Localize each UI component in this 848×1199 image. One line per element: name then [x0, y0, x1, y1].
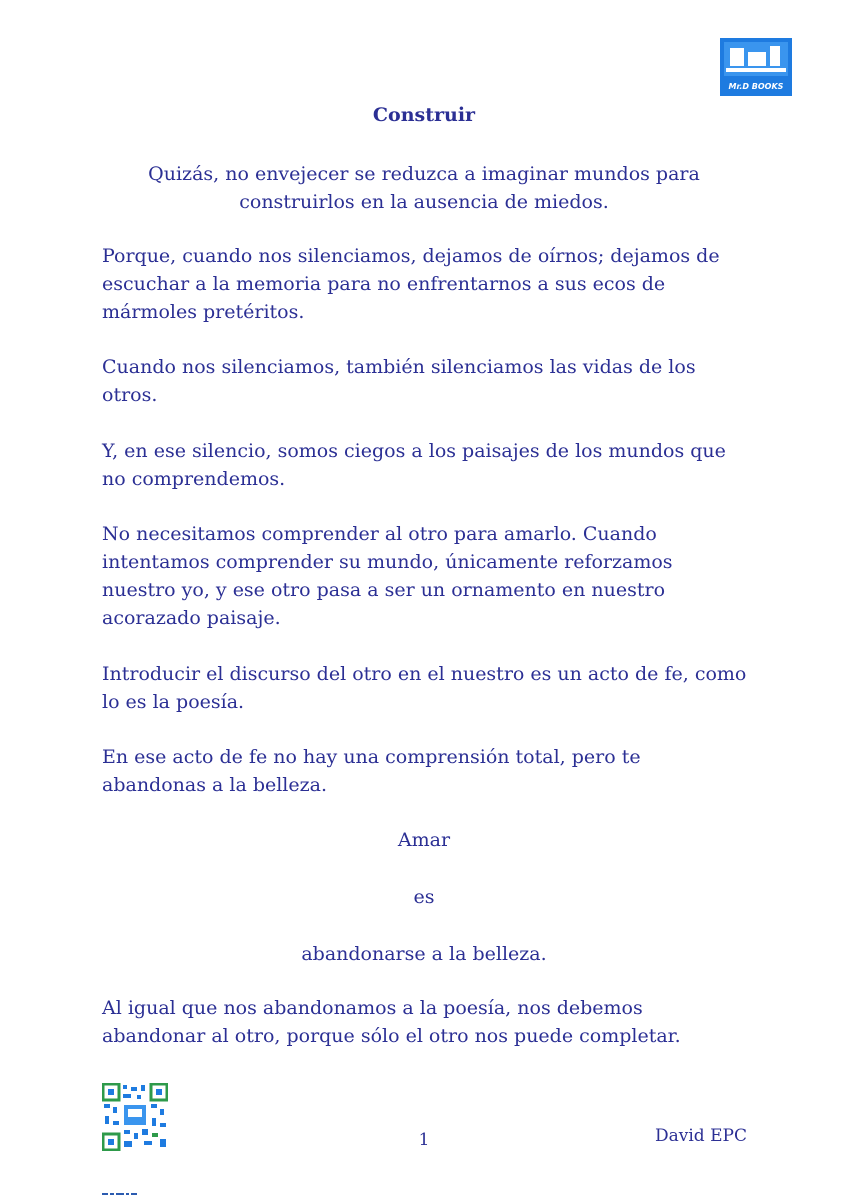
- text-line: Introducir el discurso del otro en el nuestro es un acto de fe, como: [102, 663, 747, 685]
- text-line: lo es la poesía.: [102, 691, 245, 713]
- text-line: abandonas a la belleza.: [102, 774, 328, 796]
- text-line: No necesitamos comprender al otro para amarlo. Cuando: [102, 523, 657, 545]
- publisher-logo: [720, 38, 792, 96]
- author-name: David EPC: [655, 1126, 747, 1146]
- text-line: Quizás, no envejecer se reduzca a imaginar mundos para: [148, 163, 700, 185]
- closing-paragraph: [102, 994, 762, 1050]
- paragraph-5: [102, 520, 762, 632]
- text-line: Al igual que nos abandonamos a la poesía, nos debemos: [102, 997, 643, 1019]
- text-line: Cuando nos silenciamos, también silenciamos las vidas de los: [102, 356, 696, 378]
- text-line: otros.: [102, 384, 158, 406]
- verse-line-2: es: [413, 886, 435, 908]
- text-line: Y, en ese silencio, somos ciegos a los paisajes de los mundos que: [102, 440, 726, 462]
- verse-line-3: abandonarse a la belleza.: [301, 943, 547, 965]
- text-line: En ese acto de fe no hay una comprensión total, pero te: [102, 746, 641, 768]
- paragraph-2: [102, 242, 762, 326]
- paragraph-6: [102, 660, 762, 716]
- page-number: 1: [418, 1130, 430, 1150]
- paragraph-4: [102, 437, 762, 493]
- text-line: nuestro yo, y ese otro pasa a ser un ornamento en nuestro: [102, 579, 666, 601]
- text-line: escuchar a la memoria para no enfrentarnos a sus ecos de: [102, 273, 666, 295]
- text-line: construirlos en la ausencia de miedos.: [239, 191, 609, 213]
- text-line: no comprendemos.: [102, 468, 286, 490]
- paragraph-7: [102, 743, 762, 799]
- text-line: Porque, cuando nos silenciamos, dejamos de oírnos; dejamos de: [102, 245, 720, 267]
- paragraph-1: [0, 160, 848, 216]
- paragraph-3: [102, 353, 762, 409]
- text-line: mármoles pretéritos.: [102, 301, 305, 323]
- cropped-graphic-fragment: [102, 1192, 142, 1197]
- text-line: abandonar al otro, porque sólo el otro nos puede completar.: [102, 1025, 681, 1047]
- verse-line-1: Amar: [397, 829, 451, 851]
- text-line: acorazado paisaje.: [102, 607, 281, 629]
- text-line: intentamos comprender su mundo, únicamente reforzamos: [102, 551, 673, 573]
- svg-text:Mr.D BOOKS: Mr.D BOOKS: [728, 82, 784, 91]
- page-title: Construir: [372, 104, 476, 126]
